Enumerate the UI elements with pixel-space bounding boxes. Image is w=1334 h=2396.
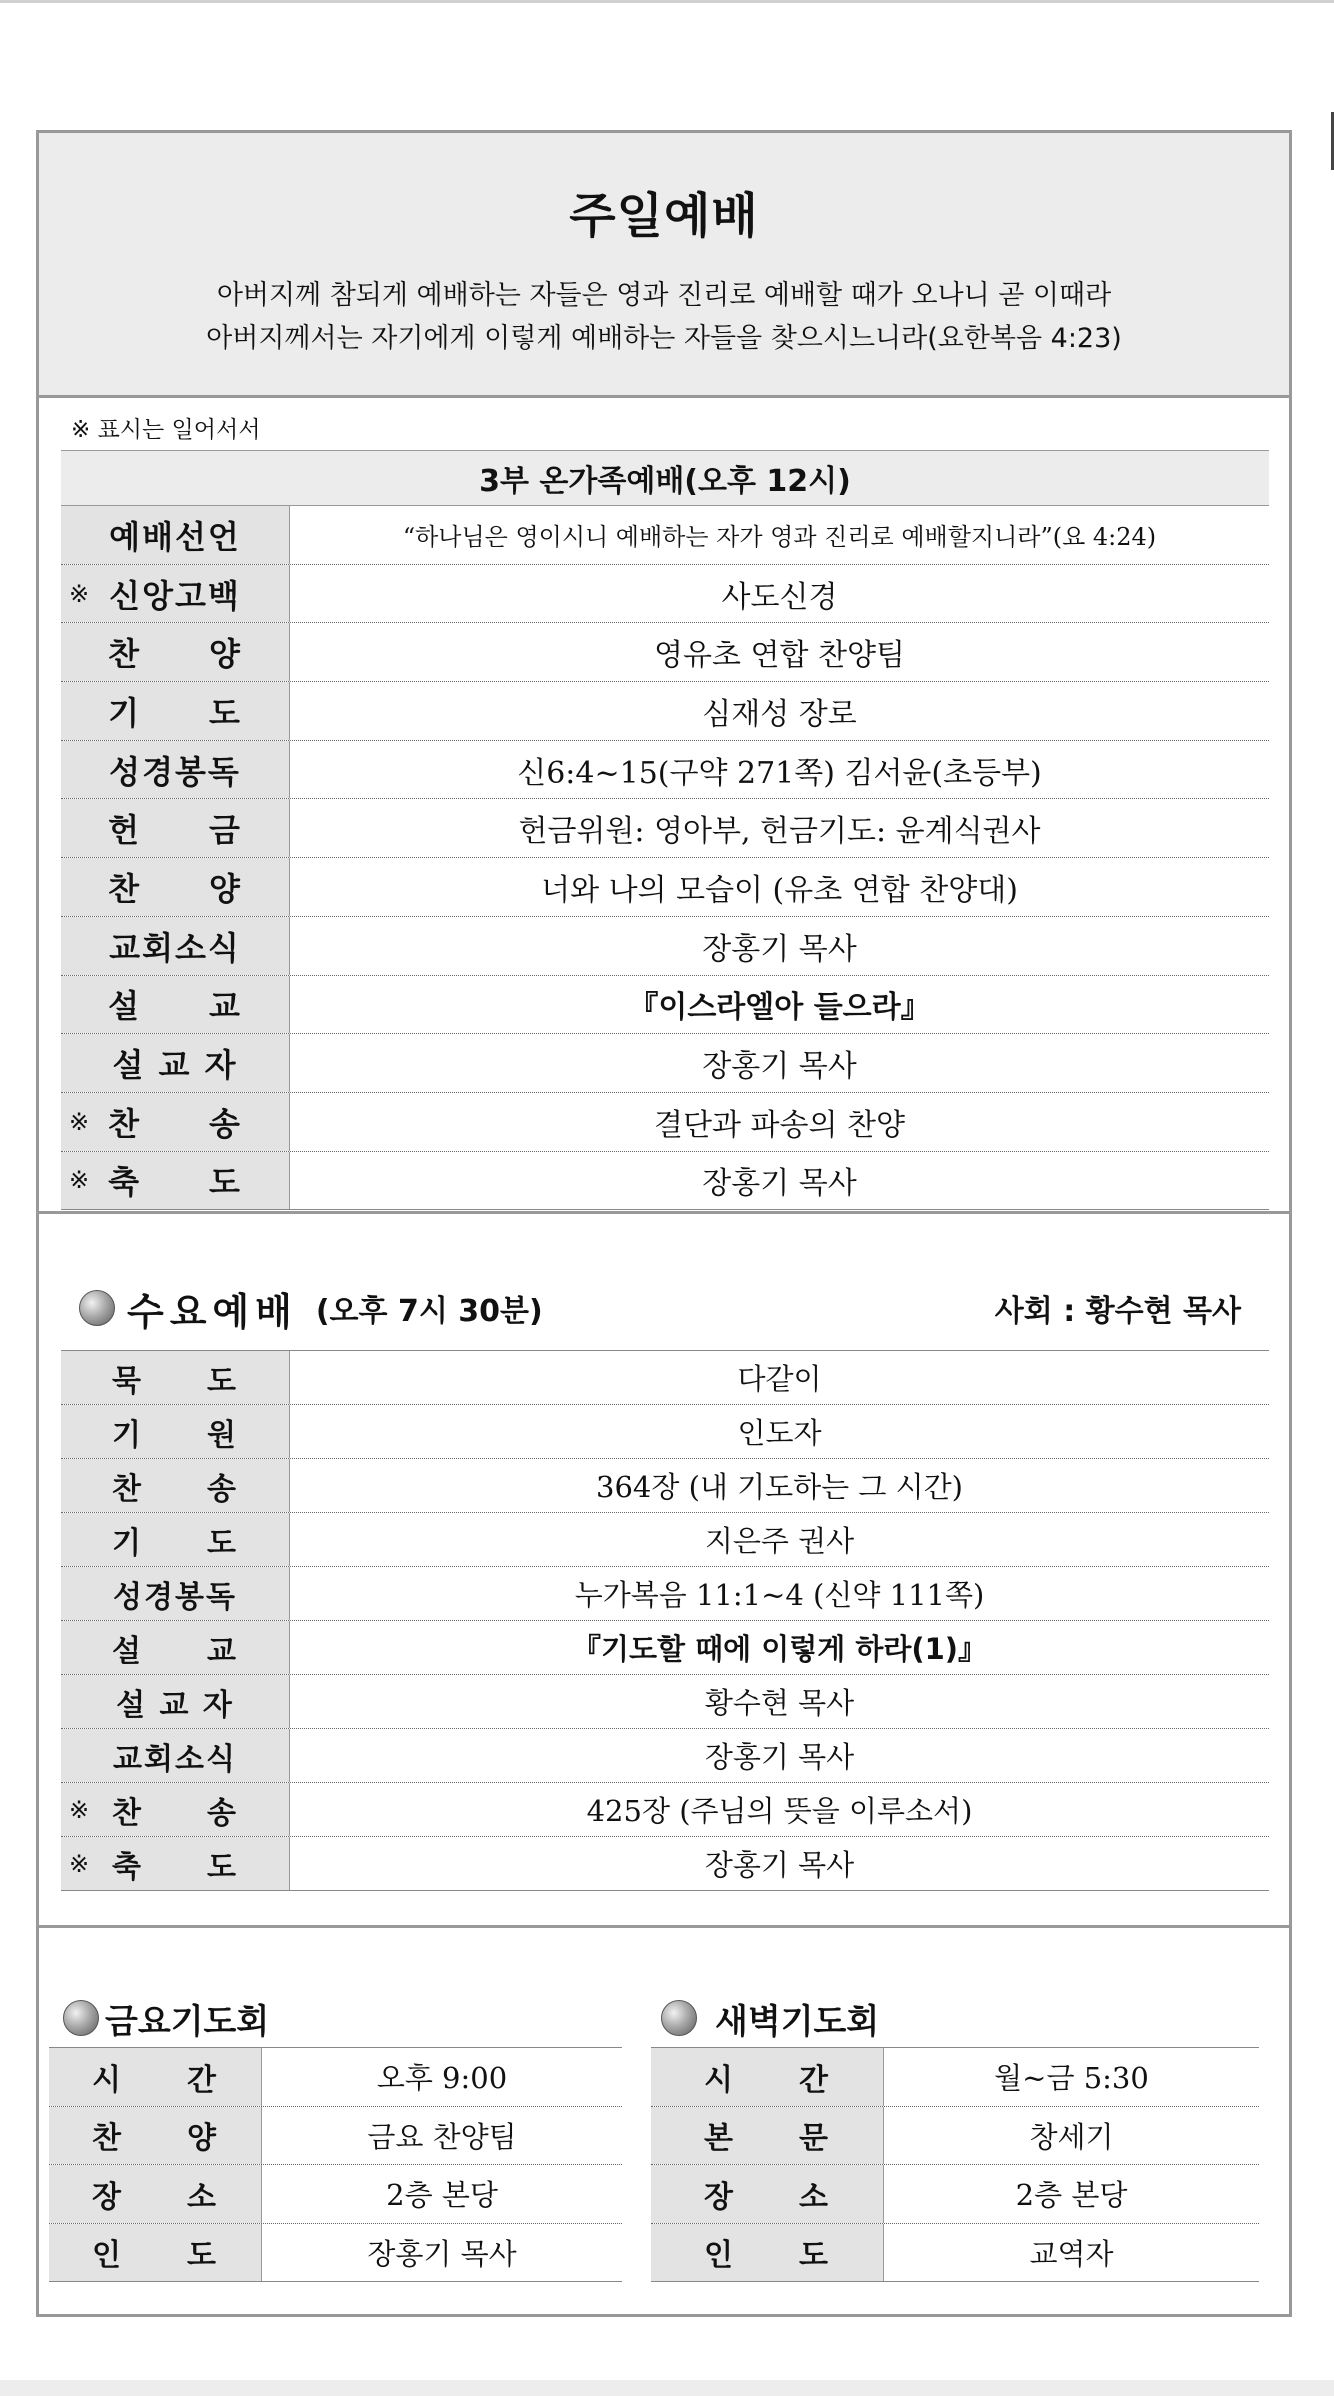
wednesday-header: [79, 1283, 1279, 1333]
row-value: 너와 나의 모습이 (유초 연합 찬양대): [541, 872, 1018, 908]
row-label: 장 소: [49, 2165, 262, 2223]
circle-bullet-icon: [79, 1290, 115, 1326]
row-value: 장홍기 목사: [702, 1166, 857, 1202]
table-row: [49, 2107, 622, 2166]
row-label: 축 도: [112, 1849, 238, 1885]
row-value: 2층 본당: [1015, 2178, 1128, 2213]
table-row: [61, 1093, 1269, 1152]
friday-title: 금요기도회: [105, 2001, 270, 2042]
standing-mark: ※: [69, 1107, 92, 1136]
row-label-cell: [61, 1459, 290, 1512]
row-value: 헌금위원: 영아부, 헌금기도: 윤계식권사: [518, 814, 1041, 850]
standing-mark: ※: [69, 579, 92, 608]
row-label-cell: [61, 976, 290, 1034]
table-row: [49, 2048, 622, 2107]
table-row: [61, 1783, 1269, 1837]
row-label-cell: [61, 741, 290, 799]
sunday-service-heading: 3부 온가족예배(오후 12시): [61, 450, 1269, 506]
row-value: “하나님은 영이시니 예배하는 자가 영과 진리로 예배할지니라”(요 4:24): [402, 523, 1157, 552]
row-label: 교회소식: [113, 1741, 237, 1777]
row-value: 월~금 5:30: [994, 2061, 1149, 2096]
wednesday-leader: 사회 : 황수현 목사: [994, 1294, 1241, 1329]
dawn-table: [651, 2047, 1259, 2282]
circle-bullet-icon: [63, 2000, 99, 2036]
table-row: [61, 1837, 1269, 1891]
row-value: 다같이: [737, 1362, 822, 1396]
row-label-cell: [61, 799, 290, 857]
sermon-title: 『기도할 때에 이렇게 하라(1)』: [571, 1632, 988, 1666]
row-label: 찬 양: [49, 2107, 262, 2165]
row-label-cell: [61, 1034, 290, 1092]
row-label: 찬 양: [108, 869, 242, 908]
row-label-cell: [61, 565, 290, 623]
row-label: 신앙고백: [109, 576, 241, 615]
row-value: 2층 본당: [386, 2178, 498, 2213]
row-label: 성경봉독: [113, 1579, 237, 1615]
table-row: [61, 506, 1269, 565]
row-value: 창세기: [1029, 2119, 1114, 2154]
row-value: 누가복음 11:1~4 (신약 111쪽): [574, 1578, 985, 1612]
row-value: 금요 찬양팀: [367, 2119, 517, 2154]
row-value: 심재성 장로: [702, 696, 857, 732]
standing-mark: ※: [69, 1795, 92, 1824]
row-label: 인 도: [651, 2224, 884, 2282]
row-label: 시 간: [651, 2048, 884, 2106]
table-row: [651, 2048, 1259, 2107]
row-label-cell: [61, 682, 290, 740]
row-label: 찬 송: [112, 1471, 238, 1507]
row-value: 장홍기 목사: [702, 931, 857, 967]
top-border-line: [0, 0, 1334, 3]
section-divider: [39, 1211, 1289, 1214]
row-label: 묵 도: [112, 1363, 238, 1399]
row-value: 장홍기 목사: [704, 1740, 855, 1774]
row-label: 성경봉독: [109, 752, 241, 791]
wednesday-title: 수요예배: [127, 1289, 298, 1334]
row-label: 기 도: [108, 693, 242, 732]
row-label: 축 도: [108, 1163, 242, 1202]
circle-bullet-icon: [661, 2000, 697, 2036]
row-label-cell: [61, 1567, 290, 1620]
row-label-cell: [61, 1351, 290, 1404]
page-title: 주일예배: [569, 188, 759, 244]
row-label: 설 교: [112, 1633, 238, 1669]
row-value: 장홍기 목사: [702, 1049, 857, 1085]
table-row: [651, 2107, 1259, 2166]
row-label-cell: [61, 623, 290, 681]
table-row: [61, 799, 1269, 858]
row-label-cell: [61, 1513, 290, 1566]
row-label-cell: [61, 1405, 290, 1458]
row-label: 설 교 자: [112, 1046, 238, 1085]
header-verse-line-2: 아버지께서는 자기에게 이렇게 예배하는 자들을 찾으시느니라(요한복음 4:23): [206, 323, 1122, 354]
header-verse-line-1: 아버지께 참되게 예배하는 자들은 영과 진리로 예배할 때가 오나니 곧 이때라: [216, 280, 1112, 311]
table-row: [61, 1729, 1269, 1783]
standing-mark: ※: [69, 1849, 92, 1878]
row-label: 인 도: [49, 2224, 262, 2282]
wednesday-time: (오후 7시 30분): [315, 1294, 543, 1329]
standing-note: ※ 표시는 일어서서: [71, 417, 261, 443]
bottom-strip: [0, 2380, 1334, 2396]
row-value: 지은주 권사: [704, 1524, 855, 1558]
table-row: [49, 2165, 622, 2224]
table-row: [61, 1351, 1269, 1405]
row-label: 시 간: [49, 2048, 262, 2106]
table-row: [49, 2224, 622, 2283]
bulletin-frame: [36, 130, 1292, 2317]
row-label-cell: [61, 1093, 290, 1151]
row-label: 본 문: [651, 2107, 884, 2165]
friday-table: [49, 2047, 622, 2282]
row-label-cell: [61, 1783, 290, 1836]
row-label-cell: [61, 858, 290, 916]
table-row: [61, 976, 1269, 1035]
row-label-cell: [61, 1675, 290, 1728]
row-value: 사도신경: [721, 579, 838, 615]
table-row: [651, 2165, 1259, 2224]
table-row: [61, 1459, 1269, 1513]
section-divider: [39, 1925, 1289, 1928]
table-row: [61, 1567, 1269, 1621]
row-label-cell: [61, 506, 290, 564]
row-label: 찬 송: [108, 1104, 242, 1143]
table-row: [61, 1675, 1269, 1729]
row-label-cell: [61, 1837, 290, 1890]
row-label-cell: [61, 1621, 290, 1674]
table-row: [61, 917, 1269, 976]
row-value: 황수현 목사: [704, 1686, 855, 1720]
sunday-order-table: [61, 450, 1269, 1210]
wednesday-order-table: [61, 1350, 1269, 1891]
row-value: 인도자: [737, 1416, 822, 1450]
table-row: [61, 1513, 1269, 1567]
sunday-header: [39, 133, 1289, 398]
row-label-cell: [61, 1729, 290, 1782]
row-label: 설 교 자: [116, 1687, 234, 1723]
table-row: [61, 682, 1269, 741]
row-label: 기 도: [112, 1525, 238, 1561]
row-label: 찬 송: [112, 1795, 238, 1831]
row-label: 찬 양: [108, 635, 242, 674]
row-value: 425장 (주님의 뜻을 이루소서): [586, 1794, 973, 1828]
row-value: 364장 (내 기도하는 그 시간): [596, 1470, 963, 1504]
row-value: 장홍기 목사: [367, 2236, 517, 2271]
standing-mark: ※: [69, 1166, 92, 1195]
table-row: [61, 1034, 1269, 1093]
row-value: 장홍기 목사: [704, 1848, 855, 1882]
table-row: [61, 1621, 1269, 1675]
table-row: [61, 741, 1269, 800]
row-label: 장 소: [651, 2165, 884, 2223]
dawn-title: 새벽기도회: [715, 2001, 880, 2042]
table-row: [61, 623, 1269, 682]
row-label: 설 교: [108, 987, 242, 1026]
dawn-header: [661, 1993, 879, 2043]
row-label: 헌 금: [108, 811, 242, 850]
row-label: 기 원: [112, 1417, 238, 1453]
table-row: [61, 1152, 1269, 1211]
row-value: 오후 9:00: [376, 2061, 508, 2096]
row-value: 결단과 파송의 찬양: [654, 1107, 905, 1143]
row-label-cell: [61, 1152, 290, 1210]
friday-header: [63, 1993, 269, 2043]
row-label: 예배선언: [109, 517, 241, 556]
table-row: [651, 2224, 1259, 2283]
row-value: 신6:4~15(구약 271쪽) 김서윤(초등부): [517, 755, 1042, 791]
table-row: [61, 565, 1269, 624]
sermon-title: 『이스라엘아 들으라』: [628, 990, 931, 1026]
row-value: 영유초 연합 찬양팀: [654, 638, 905, 674]
row-value: 교역자: [1029, 2236, 1114, 2271]
row-label: 교회소식: [109, 928, 241, 967]
row-label-cell: [61, 917, 290, 975]
table-row: [61, 1405, 1269, 1459]
table-row: [61, 858, 1269, 917]
